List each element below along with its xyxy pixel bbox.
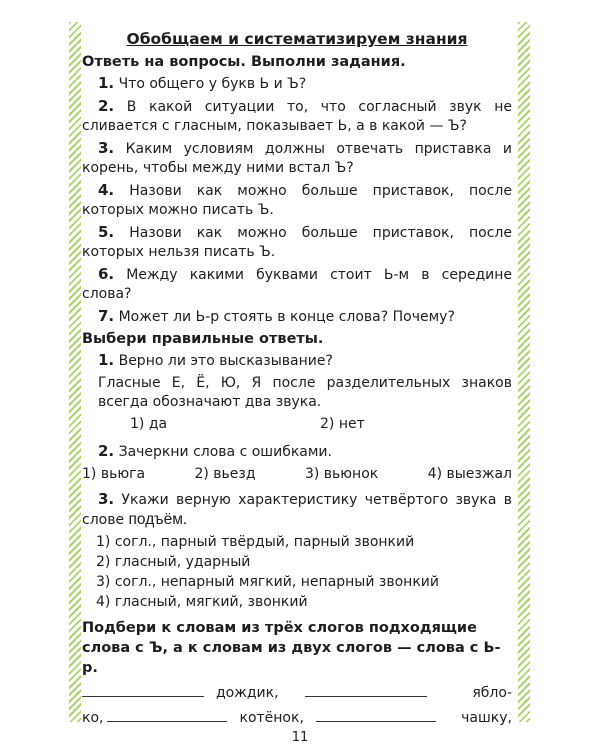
word-kotenok: котёнок, (239, 710, 304, 726)
question-item (82, 223, 512, 262)
task-1-option-yes[interactable]: 1) да (130, 416, 168, 432)
task-3-question: Укажи верную характеристику четвёртого звука в слове (82, 492, 512, 528)
question-item (82, 265, 512, 304)
worksheet (82, 30, 512, 728)
answer-blank[interactable] (82, 684, 204, 697)
task-2-option[interactable]: 2) вьезд (194, 466, 256, 482)
question-text: Может ли Ь-р стоять в конце слова? Почему? (118, 309, 455, 325)
task-1-statement: Гласные Е, Ё, Ю, Я после разделительных знаков всегда обозначают два звука. (98, 375, 512, 410)
question-text: Назови как можно больше приставок, после которых нельзя писать Ъ. (82, 225, 512, 260)
word-yablo: ябло- (472, 685, 512, 701)
word-chashku: чашку, (461, 710, 512, 726)
task-3-word: подъём. (128, 511, 188, 528)
question-number: 5. (98, 223, 115, 241)
answer-blank[interactable] (305, 684, 427, 697)
section-questions-heading: Ответь на вопросы. Выполни задания. (82, 54, 406, 70)
task-3-options (82, 533, 512, 612)
task-2-question: Зачеркни слова с ошибками. (118, 444, 332, 460)
task-2-option[interactable]: 3) вьюнок (304, 466, 379, 482)
final-task-text: Подбери к словам из трёх слогов подходящие слова с Ъ, а к словам из двух слогов — слова с Ь-р. (82, 620, 501, 676)
question-item (82, 74, 512, 94)
page-title: Обобщаем и систематизируем знания (126, 30, 468, 48)
question-number: 6. (98, 265, 115, 283)
task-3-number: 3. (98, 490, 115, 508)
task-1-options (130, 415, 512, 434)
question-text: В какой ситуации то, что согласный звук не сливается с гласным, показывает Ь, а в какой — Ъ? (82, 99, 513, 134)
word-dozhdik: дождик, (216, 685, 279, 701)
task-2 (82, 442, 512, 462)
task-3-option[interactable]: 1) согл., парный твёрдый, парный звонкий (96, 534, 415, 550)
section-choose-heading: Выбери правильные ответы. (82, 331, 324, 347)
question-item (82, 97, 512, 136)
question-text: Назови как можно больше приставок, после которых можно писать Ъ. (82, 183, 512, 218)
right-decorative-stripe (518, 22, 530, 722)
page-number: 11 (291, 730, 309, 745)
task-2-options (82, 465, 512, 484)
task-2-number: 2. (98, 442, 115, 460)
task-2-option[interactable]: 1) вьюга (82, 466, 146, 482)
question-number: 4. (98, 181, 115, 199)
question-item (82, 181, 512, 220)
question-number: 2. (98, 97, 115, 115)
word-yabloko-end: ко, (82, 710, 104, 726)
task-3-option[interactable]: 3) согл., непарный мягкий, непарный звонкий (96, 574, 439, 590)
question-number: 3. (98, 139, 115, 157)
task-3 (82, 490, 512, 530)
task-1-number: 1. (98, 351, 115, 369)
question-number: 1. (98, 74, 115, 92)
task-2-option[interactable]: 4) выезжал (427, 466, 512, 482)
answer-blank[interactable] (107, 709, 227, 722)
question-text: Между какими буквами стоит Ь-м в середине слова? (82, 267, 512, 302)
questions-list (82, 74, 512, 327)
task-1-option-no[interactable]: 2) нет (320, 416, 365, 432)
fill-line-1 (82, 684, 512, 703)
answer-blank[interactable] (316, 709, 436, 722)
task-1 (82, 351, 512, 371)
question-item (82, 139, 512, 178)
question-number: 7. (98, 307, 115, 325)
task-3-option[interactable]: 2) гласный, ударный (96, 554, 251, 570)
left-decorative-stripe (69, 22, 81, 722)
question-text: Что общего у букв Ь и Ъ? (118, 76, 307, 92)
fill-line-2 (82, 709, 512, 728)
task-3-option[interactable]: 4) гласный, мягкий, звонкий (96, 594, 308, 610)
question-item (82, 307, 512, 327)
task-1-question: Верно ли это высказывание? (118, 353, 333, 369)
question-text: Каким условиям должны отвечать приставка и корень, чтобы между ними встал Ъ? (82, 141, 512, 176)
